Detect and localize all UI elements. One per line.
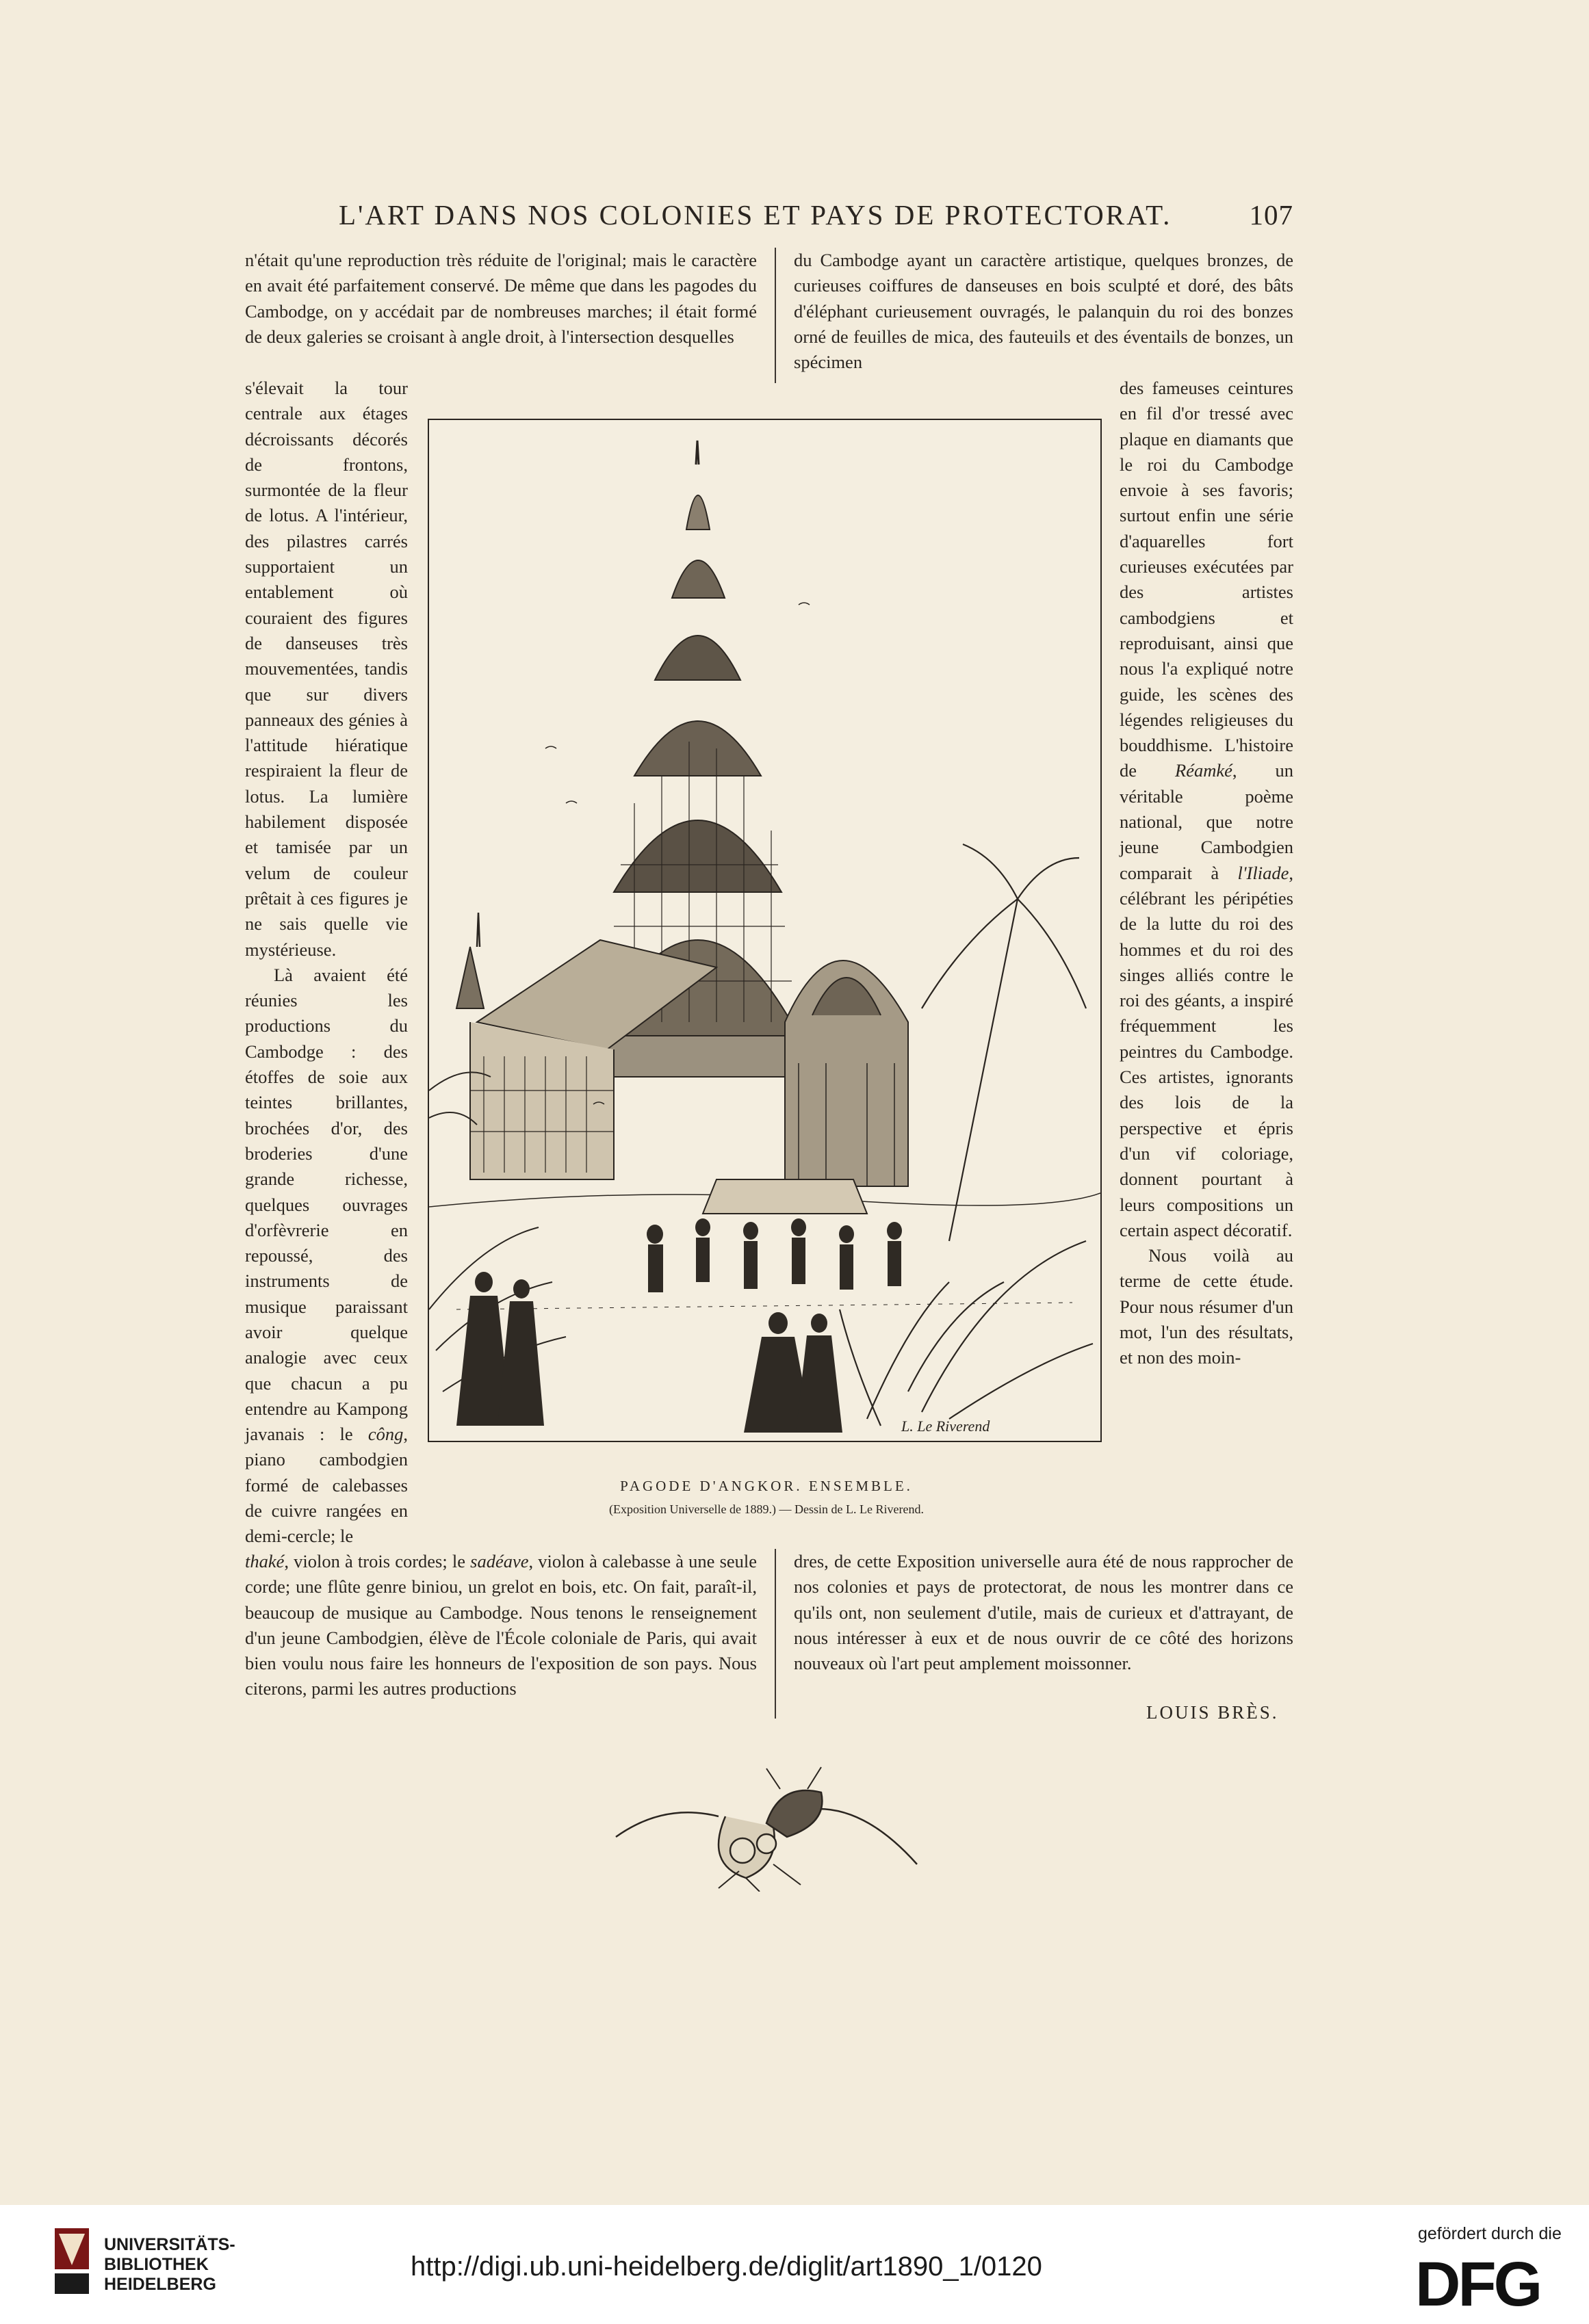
university-seal-icon (49, 2224, 94, 2299)
right-top-text (794, 248, 1293, 375)
italic-term-cong: công (367, 1424, 404, 1445)
text-run: , un véritable poème national, que notre jeune Cambodgien comparait à (1120, 760, 1294, 883)
running-header (339, 198, 1293, 239)
column-rule-bottom (775, 1549, 776, 1719)
text-run: , violon à calebasse à une seule corde; une flûte genre biniou, un grelot en bois, etc. On fait, paraît-il, beaucoup de musique au Cambodge. Nous tenons le renseignement d'un jeune Cambodgien, élève de l'École coloniale de Paris, qui avait bien voulu nous faire les honneurs de l'exposition de son pays. Nous citerons, parmi les autres productions (245, 1551, 758, 1699)
digitization-footer (0, 2205, 1589, 2324)
insect-vignette (602, 1762, 931, 1892)
permalink-url[interactable]: http://digi.ub.uni-heidelberg.de/diglit/art1890_1/0120 (411, 2251, 1042, 2282)
university-line-1: UNIVERSITÄTS- (104, 2235, 235, 2254)
funded-by-label: gefördert durch die (1418, 2224, 1562, 2243)
right-narrow-paragraph-2: Nous voilà au terme de cette étude. Pour nous résumer d'un mot, l'un des résultats, et non des moin- (1120, 1245, 1293, 1368)
text-run: Là avaient été réunies les productions du Cambodge : des étoffes de soie aux teintes brillantes, brochées d'or, des broderies d'une grande richesse, quelques ouvrages d'orfèvrerie en repoussé, des instruments de musique paraissant avoir quelque analogie avec ceux que chacun a pu entendre au Kampong javanais : le (245, 964, 408, 1445)
left-bottom-paragraph (245, 1549, 757, 1702)
left-narrow-paragraph-2 (245, 963, 408, 1550)
figure-caption-credit: (Exposition Universelle de 1889.) — Dessin de L. Le Riverend. (609, 1502, 924, 1516)
university-line-3: HEIDELBERG (104, 2275, 216, 2294)
left-bottom-text (245, 1549, 757, 1702)
right-bottom-text (794, 1549, 1293, 1676)
left-narrow-paragraph-1: s'élevait la tour centrale aux étages décroissants décorés de frontons, surmontée de la fleur de lotus. A l'intérieur, des pilastres carrés supportaient un entablement où couraient des figures de danseuses très mouvementées, tandis que sur divers panneaux des génies à l'attitude hiératique respiraient la fleur de lotus. La lumière habilement disposée et tamisée par un velum de couleur prêtait à ces figures je ne sais quelle vie mystérieuse. (245, 378, 408, 960)
right-narrow-text (1120, 376, 1293, 1371)
right-top-paragraph: du Cambodge ayant un caractère artistique, quelques bronzes, de curieuses coiffures de danseuses en bois sculpté et doré, des bâts d'éléphant curieusement ouvragés, le palanquin du roi des bonzes orné de feuilles de mica, des fauteuils et des éventails de bonzes, un spécimen (794, 250, 1293, 373)
text-run: des fameuses ceintures en fil d'or tressé avec plaque en diamants que le roi du Cambodge envoie à ses favoris; surtout enfin une série d'aquarelles fort curieuses exécutées par des artistes cambodgiens et reproduisant, ainsi que nous l'a expliqué notre guide, les scènes des légendes religieuses du bouddhisme. L'histoire de (1120, 378, 1293, 781)
column-rule-top (775, 248, 776, 383)
dfg-logo: DFG (1415, 2249, 1540, 2319)
italic-term-reamke: Réamké (1175, 760, 1232, 781)
right-bottom-paragraph: dres, de cette Exposition universelle aura été de nous rapprocher de nos colonies et pays de protectorat, de nous les montrer dans ce qu'ils ont, non seulement d'utile, mais de curieux et d'attrayant, de nous intéresser à eux et de nous ouvrir de ce côté des horizons nouveaux où l'art peut amplement moissonner. (794, 1551, 1293, 1674)
left-top-text (245, 248, 757, 350)
italic-term-thake: thaké (245, 1551, 285, 1571)
header-title: L'ART DANS NOS COLONIES ET PAYS DE PROTECTORAT. (339, 199, 1172, 231)
text-run: , piano cambodgien formé de calebasses de cuivre rangées en demi-cercle; le (245, 1424, 409, 1547)
author-signature: LOUIS BRÈS. (1146, 1702, 1279, 1723)
right-narrow-paragraph-1 (1120, 376, 1293, 1243)
pagoda-engraving (429, 420, 1100, 1441)
italic-term-sadeave: sadéave (470, 1551, 529, 1571)
figure-caption-title: PAGODE D'ANGKOR. ENSEMBLE. (620, 1478, 913, 1494)
left-top-paragraph: n'était qu'une reproduction très réduite de l'original; mais le caractère en avait été parfaitement conservé. De même que dans les pagodes du Cambodge, on y accédait par de nombreuses marches; il était formé de deux galeries se croisant à angle droit, à l'intersection desquelles (245, 250, 757, 347)
left-narrow-text (245, 376, 408, 1550)
text-run: , violon à trois cordes; le (284, 1551, 465, 1571)
illustration-frame (428, 419, 1102, 1442)
university-library-name (104, 2235, 235, 2295)
page-number: 107 (1249, 199, 1293, 231)
text-run: , célébrant les péripéties de la lutte du roi des hommes et du roi des singes alliés contre le roi des géants, a inspiré fréquemment les peintres du Cambodge. Ces artistes, ignorants des lois de la perspective et épris d'un vif coloriage, donnent pourtant à leurs compositions un certain aspect décoratif. (1120, 862, 1293, 1240)
university-line-2: BIBLIOTHEK (104, 2255, 209, 2274)
italic-term-iliade: l'Iliade (1237, 862, 1289, 883)
illustration-signature: L. Le Riverend (901, 1418, 990, 1435)
